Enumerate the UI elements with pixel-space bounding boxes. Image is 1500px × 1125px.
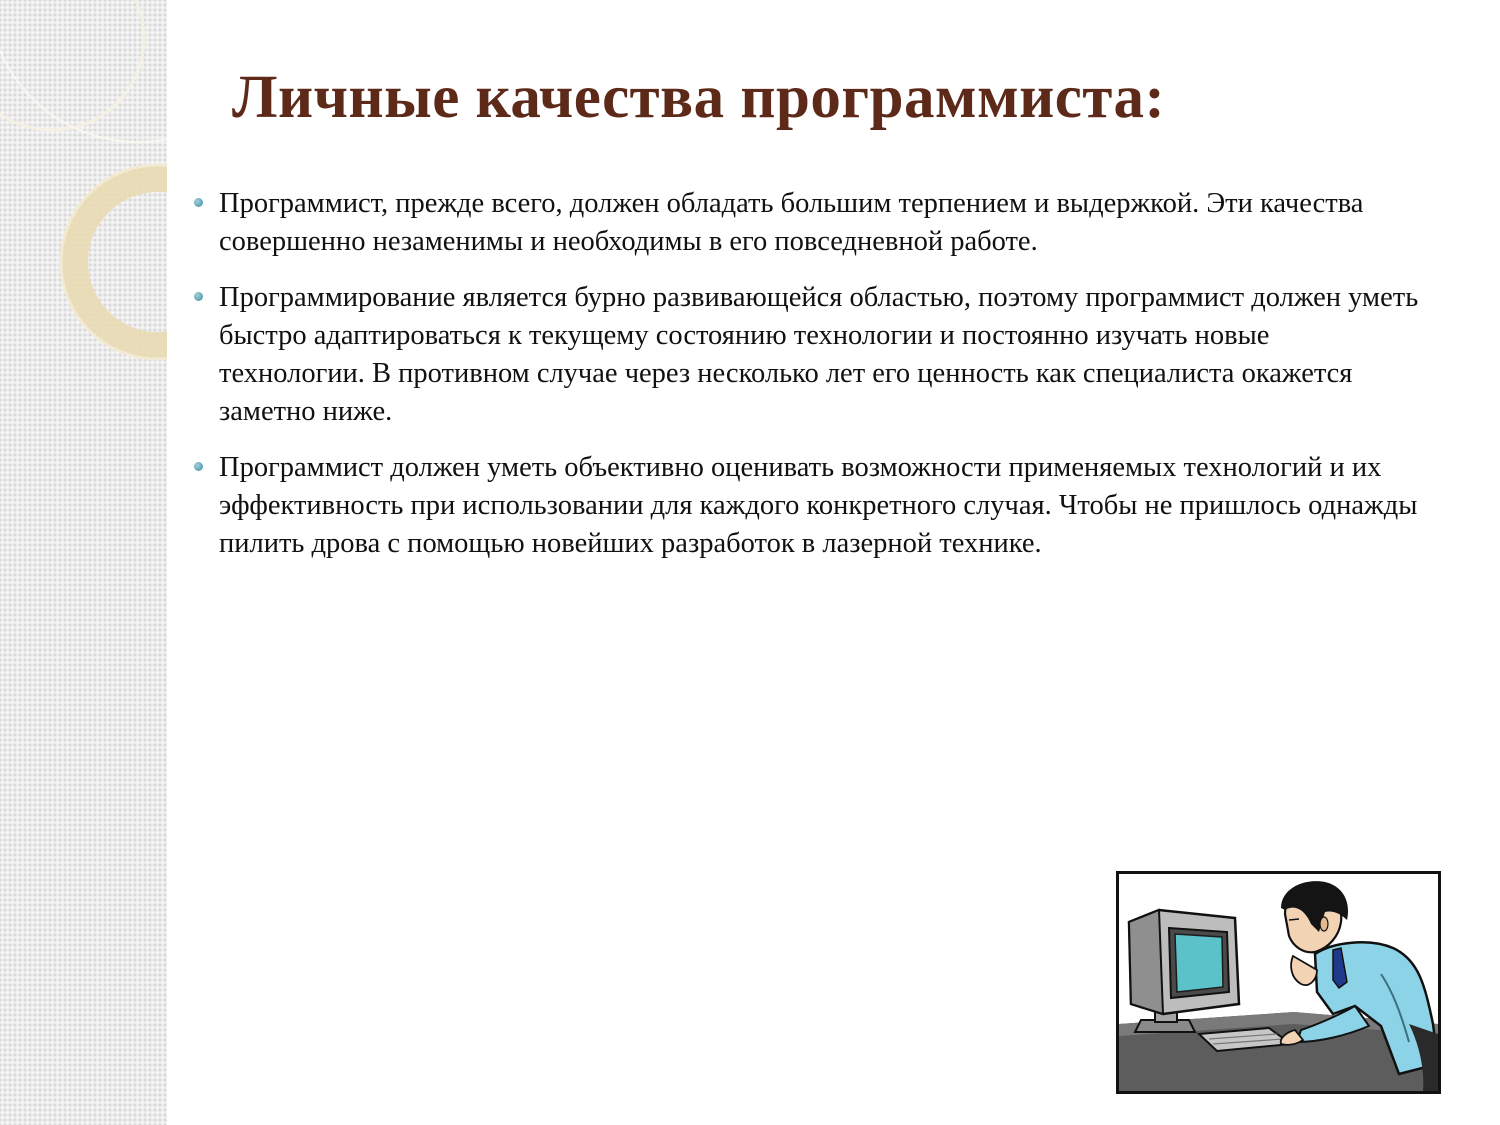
decorative-side-strip (0, 0, 167, 1125)
screen-shape (1175, 934, 1223, 992)
bullet-item (192, 185, 1422, 261)
bullet-dot-icon (194, 198, 203, 207)
bullet-dot-icon (194, 462, 203, 471)
programmer-at-computer-icon (1119, 874, 1438, 1091)
slide-title: Личные качества программиста: (232, 64, 1166, 131)
bullet-list (192, 185, 1422, 581)
bullet-item (192, 449, 1422, 563)
bullet-item (192, 279, 1422, 431)
monitor-side-shape (1129, 910, 1163, 1014)
bullet-text: Программист должен уметь объективно оценивать возможности применяемых технологий и их эффективность при использовании для каждого конкретного случая. Чтобы не пришлось однажды пилить дрова с помощью новейших разработок в лазерной технике. (219, 452, 1418, 559)
programmer-illustration (1116, 871, 1441, 1094)
bullet-dot-icon (194, 292, 203, 301)
bullet-text: Программист, прежде всего, должен обладать большим терпением и выдержкой. Эти качества совершенно незаменимы и необходимы в его повседневной работе. (219, 188, 1364, 257)
bullet-text: Программирование является бурно развивающейся областью, поэтому программист должен уметь быстро адаптироваться к текущему состоянию технологии и постоянно изучать новые технологии. В противном случае через несколько лет его ценность как специалиста окажется заметно ниже. (219, 282, 1419, 427)
large-ring-shape (74, 178, 167, 346)
thin-ring-shape (0, 0, 144, 130)
chin-hand-shape (1291, 956, 1317, 985)
decorative-rings (0, 0, 167, 1125)
